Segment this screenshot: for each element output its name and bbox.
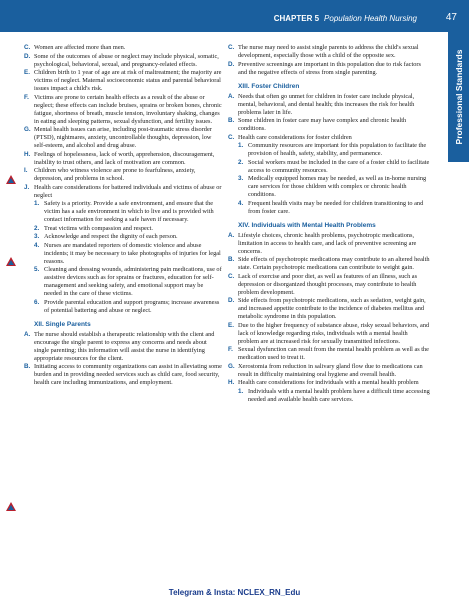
chapter-label: CHAPTER 5 <box>273 14 320 23</box>
item-label: E. <box>24 69 30 76</box>
item-label: I. <box>24 167 28 174</box>
sub-item-number: 1. <box>34 200 40 207</box>
priority-marker-icon <box>6 257 16 266</box>
list-item <box>228 379 430 387</box>
list-item <box>228 134 430 142</box>
priority-marker-icon <box>6 175 16 184</box>
item-text: Needs that often go unmet for children in foster care include physical, mental, behavioral, and dental health; this increases the risk for health problems later in life. <box>238 92 415 116</box>
sub-item-number: 6. <box>34 298 40 306</box>
list-item <box>228 346 430 362</box>
item-text: Side effects of psychotropic medications may contribute to an altered health state. Certain psychotropic medications can contribute to weight gain. <box>238 256 430 271</box>
item-label: J. <box>24 183 30 191</box>
item-label: C. <box>228 44 235 51</box>
item-label: E. <box>228 321 234 329</box>
item-label: C. <box>228 272 235 280</box>
sub-item-number: 4. <box>34 241 40 249</box>
list-item <box>228 297 430 321</box>
item-label: B. <box>228 117 235 124</box>
page-number: 47 <box>445 12 457 23</box>
item-text: Mental health issues can arise, including post-traumatic stress disorder (PTSD), nightmares, anxiety, uncontrollable thoughts, depression, low self-esteem, and alcohol and drug abuse. <box>34 126 212 149</box>
item-text: Some children in foster care may have complex and chronic health conditions. <box>238 117 407 132</box>
side-tab <box>448 32 469 162</box>
item-text: Health care considerations for battered individuals and victims of abuse or neglect <box>34 183 222 199</box>
list-item <box>24 331 222 363</box>
list-item <box>24 53 222 69</box>
item-text: Lifestyle choices, chronic health problems, psychotropic medications, limitation in access to health care, and lack of preventive screening are concerns. <box>238 231 417 255</box>
item-text: The nurse should establish a therapeutic relationship with the client and encourage the single parent to express any concerns and needs about single parenting; this information will assist the nurse in identifying appropriate resources for the client. <box>34 330 215 362</box>
sub-item-text: Nurses are mandated reporters of domestic violence and abuse incidents; it may be necessary to take photographs of injuries for legal reasons. <box>44 241 221 265</box>
item-label: H. <box>228 379 235 386</box>
item-text: Due to the higher frequency of substance abuse, risky sexual behaviors, and lack of knowledge regarding risks, individuals with a mental health problem are at increased risk for sexually transmitted infections. <box>238 321 430 345</box>
item-label: D. <box>228 297 235 304</box>
item-text: Health care considerations for individuals with a mental health problem <box>238 379 419 386</box>
list-item <box>24 184 222 200</box>
item-text: Side effects from psychotropic medications, such as sedation, weight gain, and increased appetite contribute to the incidence of diabetes mellitus and metabolic syndrome in this population. <box>238 297 426 320</box>
list-item <box>24 69 222 93</box>
item-label: C. <box>24 44 31 51</box>
item-text: Lack of exercise and poor diet, as well as features of an illness, such as depression or disorganized thought processes, may contribute to health problem development. <box>238 272 418 296</box>
item-label: H. <box>24 150 31 158</box>
sub-list-item <box>24 233 222 241</box>
item-label: C. <box>228 133 235 141</box>
sub-item-number: 5. <box>34 266 40 273</box>
list-item <box>24 363 222 387</box>
item-text: Preventive screenings are important in this population due to risk factors and the negative effects of stress from single parenting. <box>238 60 421 76</box>
chapter-header-bar <box>0 0 469 32</box>
item-label: D. <box>24 52 31 60</box>
list-item <box>228 256 430 272</box>
sub-item-number: 1. <box>238 387 244 395</box>
list-item <box>228 61 430 77</box>
sub-list-item <box>228 388 430 404</box>
sub-list-item <box>228 159 430 175</box>
item-text: Women are affected more than men. <box>34 44 126 51</box>
item-text: Some of the outcomes of abuse or neglect may include physical, somatic, psychological, behavioral, sexual, and pregnancy-related effects. <box>34 52 219 68</box>
sub-item-text: Safety is a priority. Provide a safe environment, and ensure that the victim has a safe environment in which to live and is provided with contact information for seeking a safe haven if necessary. <box>44 200 214 223</box>
sub-list-item <box>24 242 222 266</box>
sub-item-text: Frequent health visits may be needed for children transitioning to and from foster care. <box>248 199 424 215</box>
footer-watermark: Telegram & Insta: NCLEX_RN_Edu <box>168 588 301 597</box>
sub-item-text: Social workers must be included in the care of a foster child to facilitate access to community resources. <box>248 158 430 174</box>
list-item <box>24 167 222 183</box>
list-item <box>24 126 222 150</box>
sub-item-number: 3. <box>34 233 40 240</box>
sub-item-text: Cleaning and dressing wounds, administering pain medications, use of assistive devices such as for sprains or fractures, education for self-management and seeking safety, and emotional support may be needed in the care of these victims. <box>44 266 222 297</box>
left-column <box>24 44 222 388</box>
sub-item-number: 3. <box>238 175 244 182</box>
item-label: F. <box>24 93 29 101</box>
chapter-heading <box>274 14 417 23</box>
item-text: Children birth to 1 year of age are at risk of maltreatment; the majority are victims of neglect. Maternal socioeconomic status and parental behavioral issues impact a child's risk. <box>34 69 222 92</box>
sub-item-text: Individuals with a mental health problem have a difficult time accessing needed and available health care services. <box>248 387 430 403</box>
item-label: B. <box>24 363 31 370</box>
sub-list-item <box>24 225 222 233</box>
section-heading-single-parents: XII. Single Parents <box>34 320 91 328</box>
item-text: Health care considerations for foster children <box>238 133 352 141</box>
item-label: A. <box>228 92 235 100</box>
item-text: Feelings of hopelessness, lack of worth, apprehension, discouragement, inability to trust others, and lack of motivation are common. <box>34 150 215 166</box>
sub-item-text: Provide parental education and support programs; increase awareness of potential battering and abuse or neglect. <box>44 298 220 314</box>
list-item <box>228 273 430 297</box>
chapter-title: Population Health Nursing <box>324 14 417 23</box>
list-item <box>228 232 430 256</box>
list-item <box>24 94 222 126</box>
sub-item-text: Medically equipped homes may be needed, as well as in-home nursing care services for those children with complex or chronic health conditions. <box>248 175 427 198</box>
sub-list-item <box>228 142 430 158</box>
item-text: Initiating access to community organizations can assist in alleviating some burden and in providing needed services such as child care, food security, health care including immunizations, and employment. <box>34 363 222 386</box>
right-column <box>228 44 430 404</box>
item-text: Sexual dysfunction can result from the mental health problem as well as the medication used to treat it. <box>238 346 429 361</box>
sub-item-number: 2. <box>34 224 40 232</box>
sub-list-item <box>24 200 222 224</box>
sub-item-text: Treat victims with compassion and respect. <box>44 224 153 232</box>
side-tab-label: Professional Standards <box>453 49 464 145</box>
item-text: The nurse may need to assist single parents to address the child's sexual development, especially those with a child of the opposite sex. <box>238 44 419 59</box>
list-item <box>228 93 430 117</box>
section-heading-foster-children: XIII. Foster Children <box>238 82 300 90</box>
list-item <box>24 151 222 167</box>
item-text: Children who witness violence are prone to fearfulness, anxiety, depression, and problems in school. <box>34 167 196 182</box>
sub-item-text: Community resources are important for this population to facilitate the provision of health, safety, stability, and permanence. <box>248 142 427 157</box>
item-label: F. <box>228 346 233 353</box>
sub-item-text: Acknowledge and respect the dignity of each person. <box>44 233 178 240</box>
item-text: Xerostomia from reduction in salivary gland flow due to medications can result in difficulty maintaining oral hygiene and overall health. <box>238 362 423 378</box>
item-label: B. <box>228 256 235 263</box>
item-label: G. <box>228 362 235 370</box>
sub-item-number: 4. <box>238 199 244 207</box>
sub-list-item <box>228 200 430 216</box>
list-item <box>228 363 430 379</box>
section-heading-mental-health: XIV. Individuals with Mental Health Problems <box>238 221 376 229</box>
sub-list-item <box>24 266 222 298</box>
list-item <box>228 44 430 60</box>
list-item <box>228 117 430 133</box>
list-item <box>24 44 222 52</box>
item-label: D. <box>228 60 235 68</box>
sub-list-item <box>228 175 430 199</box>
sub-list-item <box>24 299 222 315</box>
list-item <box>228 322 430 346</box>
item-text: Victims are prone to certain health effects as a result of the abuse or neglect; these effects can include bruises, sprains or broken bones, chronic fatigue, shortness of breath, muscle tension, involuntary shaking, changes in eating and sleeping patterns, sexual dysfunction, and fertility issues. <box>34 93 222 125</box>
sub-item-number: 1. <box>238 142 244 149</box>
item-label: A. <box>228 231 235 239</box>
sub-item-number: 2. <box>238 158 244 166</box>
item-label: G. <box>24 126 31 133</box>
priority-marker-icon <box>6 502 16 511</box>
item-label: A. <box>24 330 31 338</box>
